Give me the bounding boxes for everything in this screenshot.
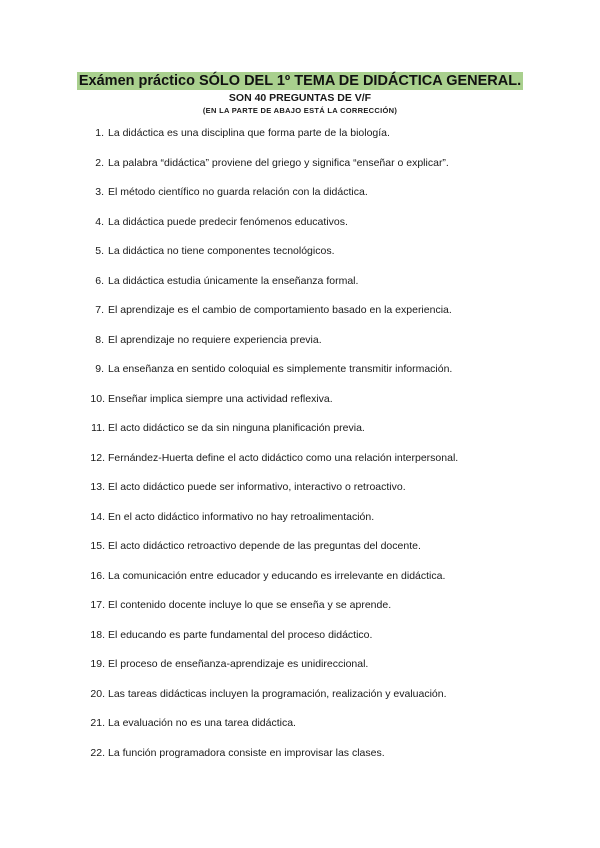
document-title: Exámen práctico SÓLO DEL 1º TEMA DE DIDÁCTICA GENERAL. — [78, 73, 522, 89]
question-text: La evaluación no es una tarea didáctica. — [108, 717, 296, 729]
question-number: 22. — [90, 746, 105, 759]
question-number: 8. — [95, 333, 104, 346]
question-item — [0, 567, 600, 597]
question-text: La comunicación entre educador y educando es irrelevante en didáctica. — [108, 569, 446, 582]
document-subtitle: SON 40 PREGUNTAS DE V/F — [228, 92, 372, 104]
title-wrapper — [0, 72, 600, 90]
question-text: El educando es parte fundamental del proceso didáctico. — [108, 628, 373, 641]
question-number: 20. — [90, 687, 105, 700]
question-number: 21. — [90, 717, 105, 729]
question-item — [0, 685, 600, 715]
question-list — [0, 124, 600, 773]
question-number: 6. — [95, 274, 104, 287]
question-item — [0, 301, 600, 331]
question-item — [0, 537, 600, 567]
question-item — [0, 744, 600, 774]
question-number: 16. — [90, 569, 105, 582]
question-number: 12. — [90, 451, 105, 464]
question-item — [0, 714, 600, 744]
question-text: En el acto didáctico informativo no hay retroalimentación. — [108, 510, 375, 523]
question-item — [0, 596, 600, 626]
question-number: 11. — [91, 422, 105, 434]
question-number: 17. — [90, 599, 105, 611]
question-text: El aprendizaje no requiere experiencia previa. — [108, 333, 322, 346]
question-item — [0, 390, 600, 420]
question-text: El proceso de enseñanza-aprendizaje es unidireccional. — [108, 658, 369, 670]
question-text: Las tareas didácticas incluyen la programación, realización y evaluación. — [108, 687, 447, 700]
question-text: Fernández-Huerta define el acto didáctico como una relación interpersonal. — [108, 451, 459, 464]
question-item — [0, 183, 600, 213]
question-text: La función programadora consiste en improvisar las clases. — [108, 746, 385, 759]
question-item — [0, 213, 600, 243]
question-item — [0, 655, 600, 685]
question-text: La enseñanza en sentido coloquial es simplemente transmitir información. — [108, 363, 453, 375]
question-text: El método científico no guarda relación con la didáctica. — [108, 186, 368, 198]
question-text: La didáctica puede predecir fenómenos educativos. — [108, 215, 348, 228]
question-text: La didáctica es una disciplina que forma parte de la biología. — [108, 127, 390, 139]
question-item — [0, 272, 600, 302]
question-number: 7. — [95, 304, 104, 316]
question-text: Enseñar implica siempre una actividad reflexiva. — [108, 392, 333, 405]
question-number: 1. — [95, 127, 104, 139]
question-text: El aprendizaje es el cambio de comportamiento basado en la experiencia. — [108, 304, 452, 316]
question-number: 2. — [95, 156, 104, 169]
question-item — [0, 242, 600, 272]
question-item — [0, 449, 600, 479]
question-number: 3. — [95, 186, 104, 198]
question-text: La palabra “didáctica” proviene del griego y significa “enseñar o explicar”. — [108, 156, 449, 169]
question-text: El acto didáctico puede ser informativo, interactivo o retroactivo. — [108, 481, 406, 493]
question-item — [0, 124, 600, 154]
question-number: 19. — [90, 658, 105, 670]
question-item — [0, 419, 600, 449]
question-text: La didáctica estudia únicamente la enseñanza formal. — [108, 274, 359, 287]
question-number: 15. — [90, 540, 105, 552]
question-item — [0, 154, 600, 184]
question-text: El contenido docente incluye lo que se enseña y se aprende. — [108, 599, 392, 611]
question-number: 18. — [90, 628, 105, 641]
question-item — [0, 626, 600, 656]
question-text: El acto didáctico retroactivo depende de las preguntas del docente. — [108, 540, 421, 552]
question-item — [0, 478, 600, 508]
question-number: 10. — [90, 392, 105, 405]
question-number: 14. — [90, 510, 105, 523]
question-item — [0, 331, 600, 361]
question-item — [0, 360, 600, 390]
question-text: La didáctica no tiene componentes tecnológicos. — [108, 245, 335, 257]
question-number: 13. — [90, 481, 105, 493]
question-number: 4. — [95, 215, 104, 228]
question-text: El acto didáctico se da sin ninguna planificación previa. — [108, 422, 365, 434]
correction-note: (EN LA PARTE DE ABAJO ESTÁ LA CORRECCIÓN) — [202, 106, 398, 115]
question-number: 5. — [95, 245, 104, 257]
question-item — [0, 508, 600, 538]
question-number: 9. — [95, 363, 104, 375]
